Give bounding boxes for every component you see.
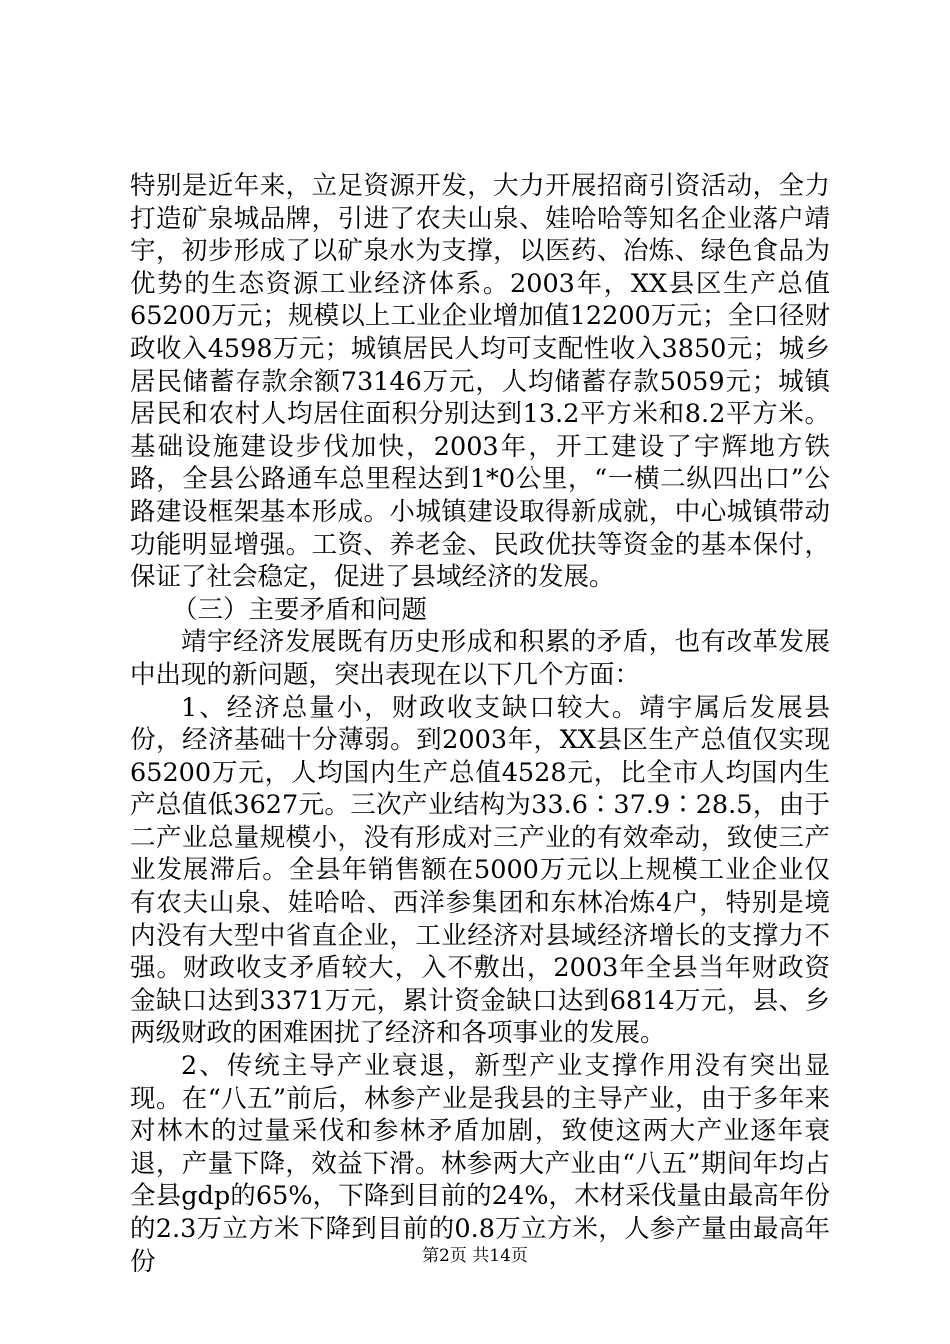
page-number-footer: 第2页 共14页: [422, 1246, 528, 1266]
document-body: [130, 170, 830, 1278]
section-heading: （三）主要矛盾和问题: [172, 594, 428, 625]
paragraph-intro: 靖宇经济发展既有历史形成和积累的矛盾，也有改革发展中出现的新问题，突出表现在以下几个方面：: [130, 627, 830, 690]
paragraph-item-1: 1、经济总量小，财政收支缺口较大。靖宇属后发展县份，经济基础十分薄弱。到2003年，XX县区生产总值仅实现65200万元，人均国内生产总值4528元，比全市人均国内生产总值低3627元。三次产业结构为33.6∶37.9∶28.5，由于二产业总量规模小，没有形成对三产业的有效牵动，致使三产业发展滞后。全县年销售额在5000万元以上规模工业企业仅有农夫山泉、娃哈哈、西洋参集团和东林冶炼4户，特别是境内没有大型中省直企业，工业经济对县域经济增长的支撑力不强。财政收支矛盾较大，入不敷出，2003年全县当年财政资金缺口达到3371万元，累计资金缺口达到6814万元，县、乡两级财政的困难困扰了经济和各项事业的发展。: [130, 692, 830, 1049]
paragraph-continuation: 特别是近年来，立足资源开发，大力开展招商引资活动，全力打造矿泉城品牌，引进了农夫山泉、娃哈哈等知名企业落户靖宇，初步形成了以矿泉水为支撑，以医药、冶炼、绿色食品为优势的生态资源工业经济体系。2003年，XX县区生产总值65200万元；规模以上工业企业增加值12200万元；全口径财政收入4598万元；城镇居民人均可支配性收入3850元；城乡居民储蓄存款余额73146万元，人均储蓄存款5059元；城镇居民和农村人均居住面积分别达到13.2平方米和8.2平方米。基础设施建设步伐加快，2003年，开工建设了宇辉地方铁路，全县公路通车总里程达到1*0公里，“一横二纵四出口”公路建设框架基本形成。小城镇建设取得新成就，中心城镇带动功能明显增强。工资、养老金、民政优扶等资金的基本保付，保证了社会稳定，促进了县域经济的发展。: [130, 171, 830, 593]
paragraph-item-2: 2、传统主导产业衰退，新型产业支撑作用没有突出显现。在“八五”前后，林参产业是我县的主导产业，由于多年来对林木的过量采伐和参林矛盾加剧，致使这两大产业逐年衰退，产量下降，效益下滑。林参两大产业由“八五”期间年均占全县gdp的65%，下降到目前的24%，木材采伐量由最高年份的2.3万立方米下降到目前的0.8万立方米，人参产量由最高年份: [130, 1051, 830, 1277]
